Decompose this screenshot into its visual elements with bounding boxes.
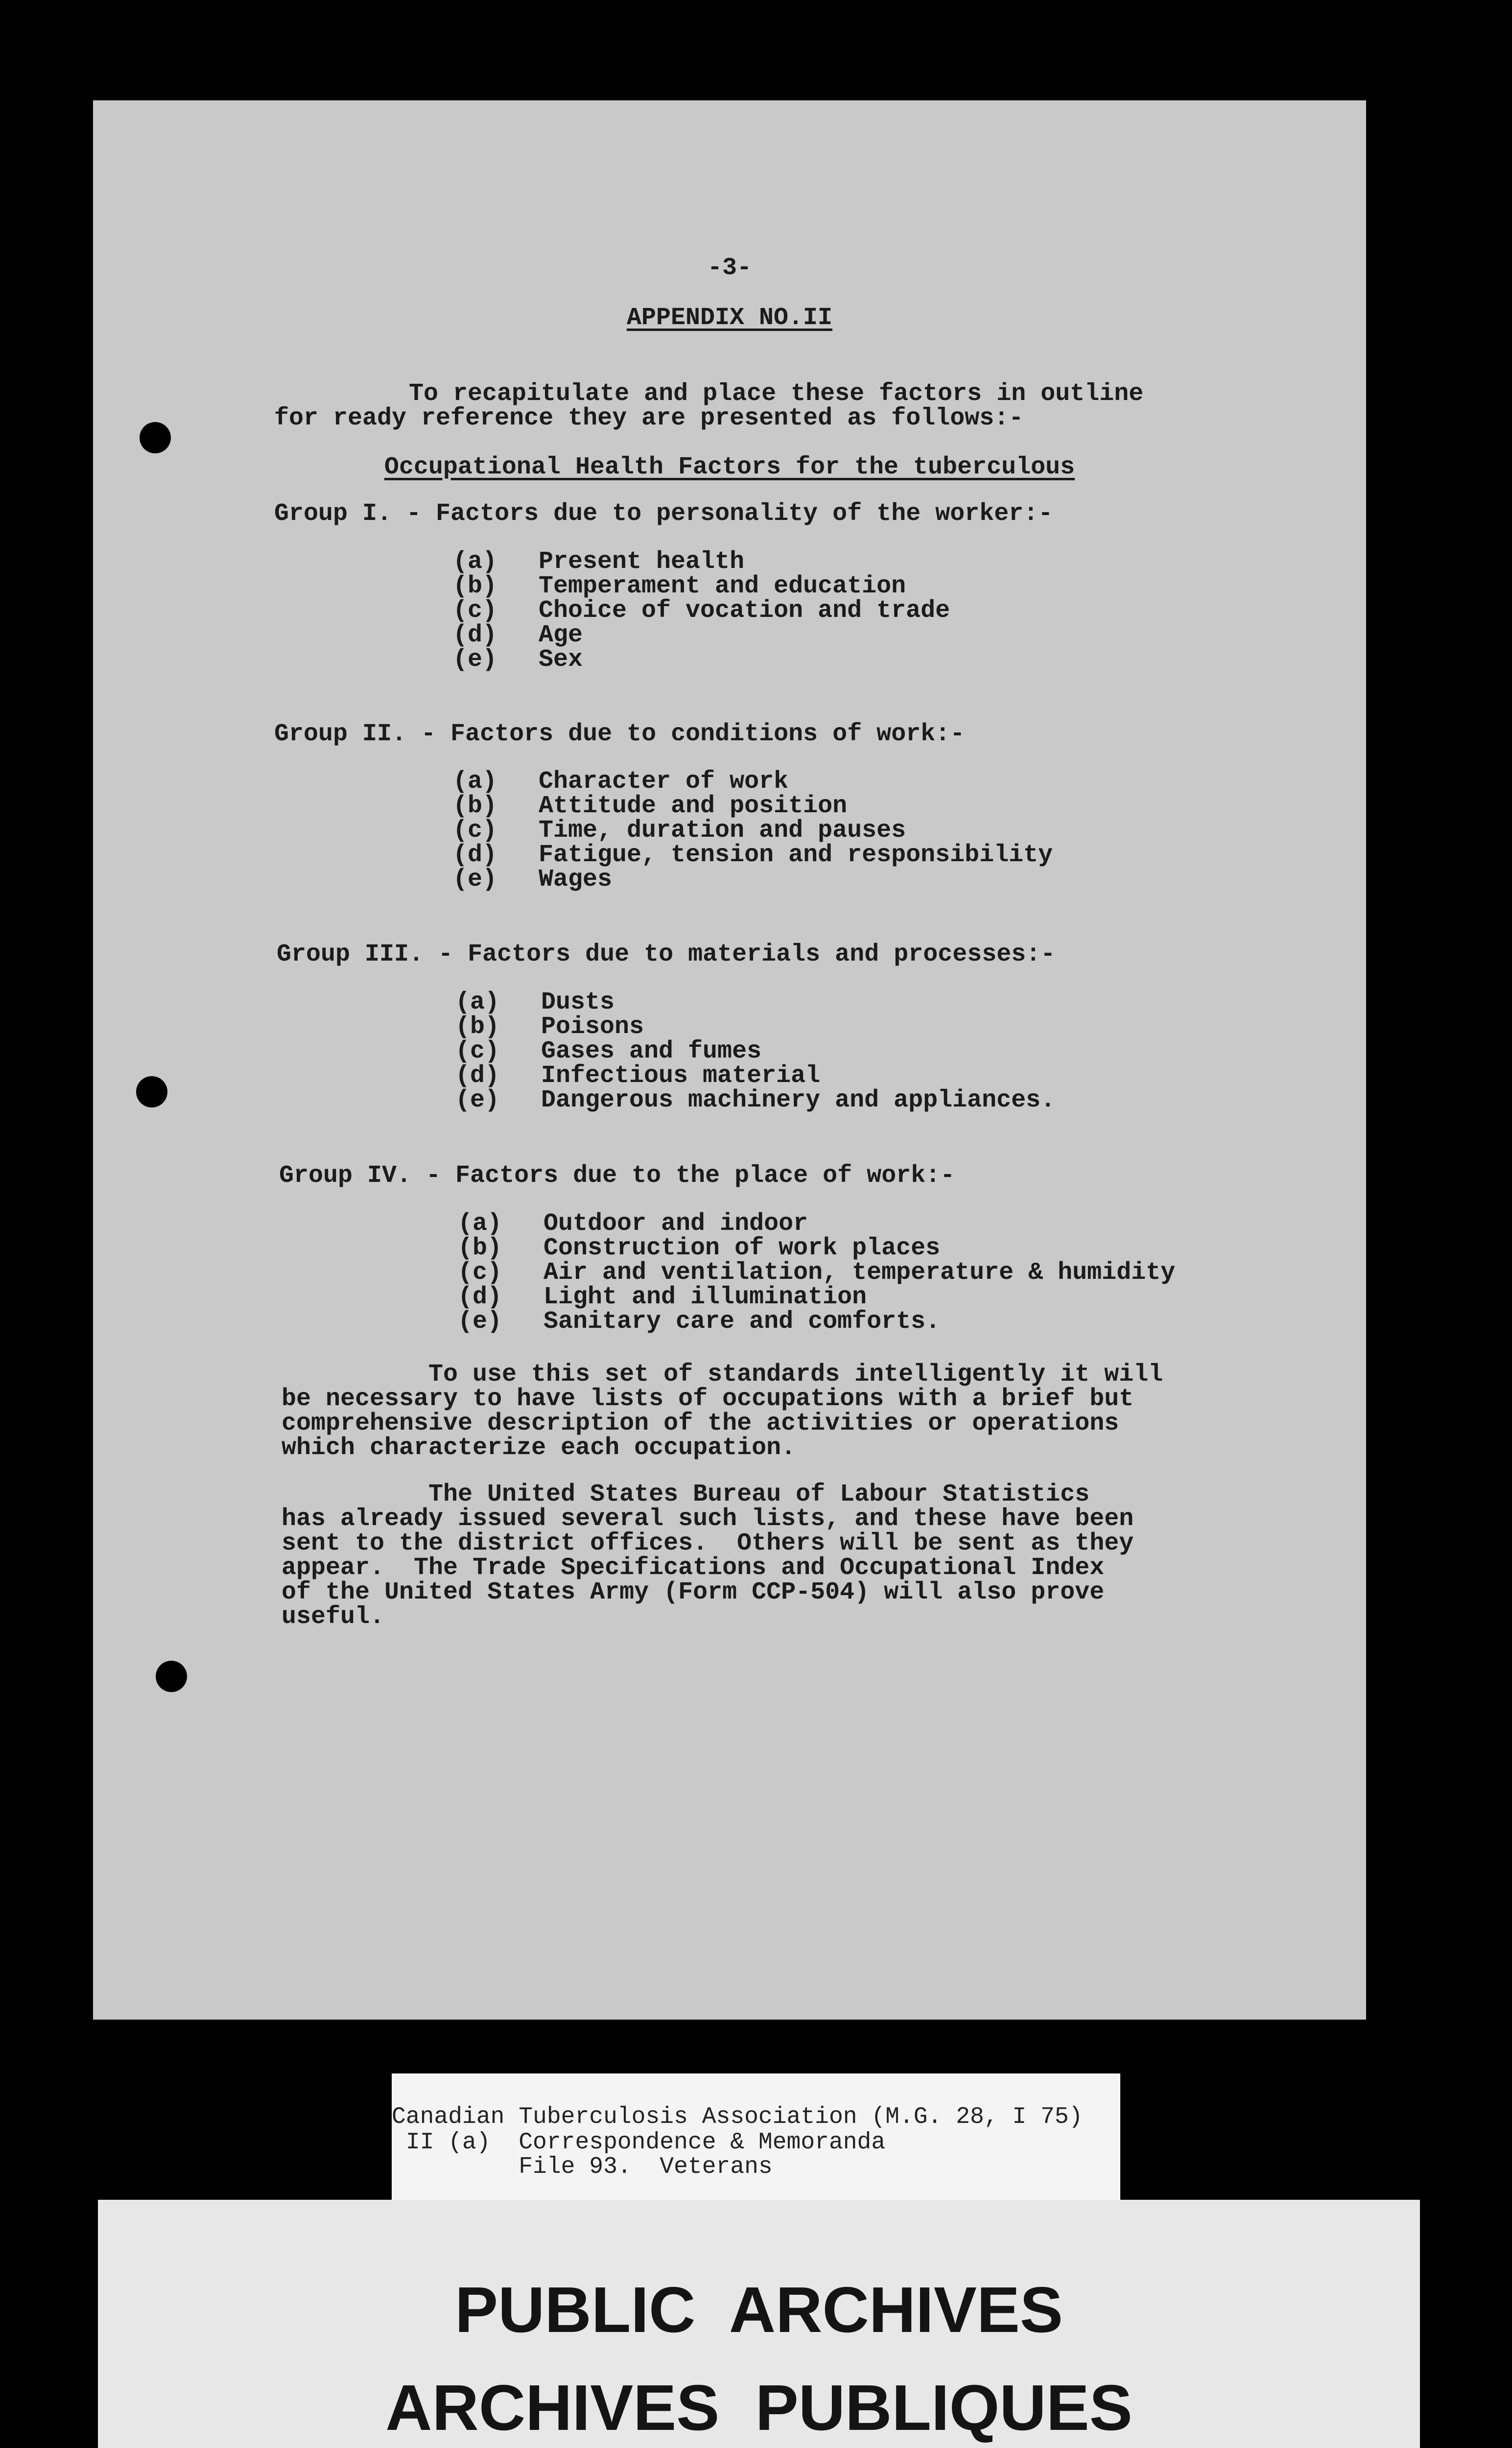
list-item-text: Air and ventilation, temperature & humidity [543, 1259, 1176, 1287]
paragraph-line: appear. The Trade Specifications and Occupational Index [282, 1554, 1105, 1582]
list-item-text: Dangerous machinery and appliances. [541, 1086, 1056, 1114]
list-item-text: Gases and fumes [541, 1037, 762, 1065]
archive-reference-label [392, 2073, 1120, 2205]
paragraph-line: useful. [282, 1603, 385, 1631]
list-item-letter: (e) [453, 646, 497, 674]
group-1-heading: Group I. - Factors due to personality of the worker:- [274, 500, 1053, 528]
paragraph-line: To use this set of standards intelligently it will [428, 1361, 1163, 1389]
list-item-letter: (a) [453, 548, 497, 576]
group-4-heading: Group IV. - Factors due to the place of work:- [279, 1162, 955, 1190]
appendix-title: APPENDIX NO.II [626, 304, 833, 332]
list-item-letter: (c) [453, 817, 497, 845]
list-item-letter: (b) [453, 572, 497, 600]
list-item-letter: (d) [458, 1283, 502, 1311]
list-item-text: Outdoor and indoor [543, 1210, 808, 1238]
list-item-text: Sanitary care and comforts. [543, 1308, 941, 1336]
list-item-text: Construction of work places [543, 1234, 941, 1262]
stamp-line-french: ARCHIVES PUBLIQUES [385, 2372, 1133, 2444]
label-line-3: File 93. Veterans [392, 2154, 773, 2180]
list-item-text: Poisons [541, 1013, 644, 1041]
paragraph-line: The United States Bureau of Labour Statistics [428, 1481, 1090, 1508]
intro-line-2: for ready reference they are presented as follows:- [274, 404, 1024, 432]
list-item-letter: (e) [453, 866, 497, 894]
label-line-2: II (a) Correspondence & Memoranda [392, 2129, 886, 2156]
list-item-text: Infectious material [541, 1062, 821, 1090]
paragraph-line: be necessary to have lists of occupations with a brief but [282, 1385, 1134, 1413]
list-item-text: Sex [539, 646, 583, 674]
punch-hole [140, 422, 171, 453]
list-item-letter: (c) [455, 1037, 500, 1065]
paragraph-line: which characterize each occupation. [282, 1434, 796, 1462]
list-item-text: Choice of vocation and trade [539, 597, 950, 625]
list-item-text: Age [539, 621, 583, 649]
punch-hole [136, 1076, 167, 1107]
punch-hole [156, 1661, 187, 1692]
list-item-letter: (a) [455, 989, 500, 1016]
group-3-heading: Group III. - Factors due to materials and processes:- [277, 941, 1056, 968]
list-item-text: Attitude and position [539, 792, 848, 820]
list-item-letter: (c) [458, 1259, 502, 1287]
list-item-text: Temperament and education [539, 572, 906, 600]
intro-line-1: To recapitulate and place these factors in outline [409, 380, 1144, 408]
paragraph-line: has already issued several such lists, and these have been [282, 1505, 1134, 1533]
list-item-letter: (e) [455, 1086, 500, 1114]
stamp-line-english: PUBLIC ARCHIVES [455, 2274, 1063, 2346]
list-item-letter: (a) [458, 1210, 502, 1238]
list-item-text: Dusts [541, 989, 615, 1016]
list-item-letter: (e) [458, 1308, 502, 1336]
list-item-letter: (d) [455, 1062, 500, 1090]
list-item-text: Character of work [539, 768, 789, 796]
list-item-letter: (a) [453, 768, 497, 796]
paragraph-line: comprehensive description of the activities or operations [282, 1410, 1119, 1437]
list-item-text: Time, duration and pauses [539, 817, 906, 845]
document-page [93, 100, 1366, 2020]
list-item-text: Light and illumination [543, 1283, 867, 1311]
page-number: -3- [707, 254, 752, 282]
paragraph-line: sent to the district offices. Others will be sent as they [282, 1530, 1134, 1557]
list-item-letter: (b) [453, 792, 497, 820]
list-item-letter: (b) [455, 1013, 500, 1041]
list-item-text: Present health [539, 548, 745, 576]
paragraph-line: of the United States Army (Form CCP-504) will also prove [282, 1578, 1105, 1606]
public-archives-stamp [98, 2200, 1420, 2448]
list-item-text: Fatigue, tension and responsibility [539, 841, 1053, 869]
list-item-letter: (d) [453, 841, 497, 869]
list-item-text: Wages [539, 866, 613, 894]
list-item-letter: (d) [453, 621, 497, 649]
group-2-heading: Group II. - Factors due to conditions of work:- [274, 720, 965, 748]
label-line-1: Canadian Tuberculosis Association (M.G. 28, I 75) [392, 2104, 1083, 2130]
subtitle: Occupational Health Factors for the tuberculous [384, 453, 1075, 481]
list-item-letter: (c) [453, 597, 497, 625]
list-item-letter: (b) [458, 1234, 502, 1262]
